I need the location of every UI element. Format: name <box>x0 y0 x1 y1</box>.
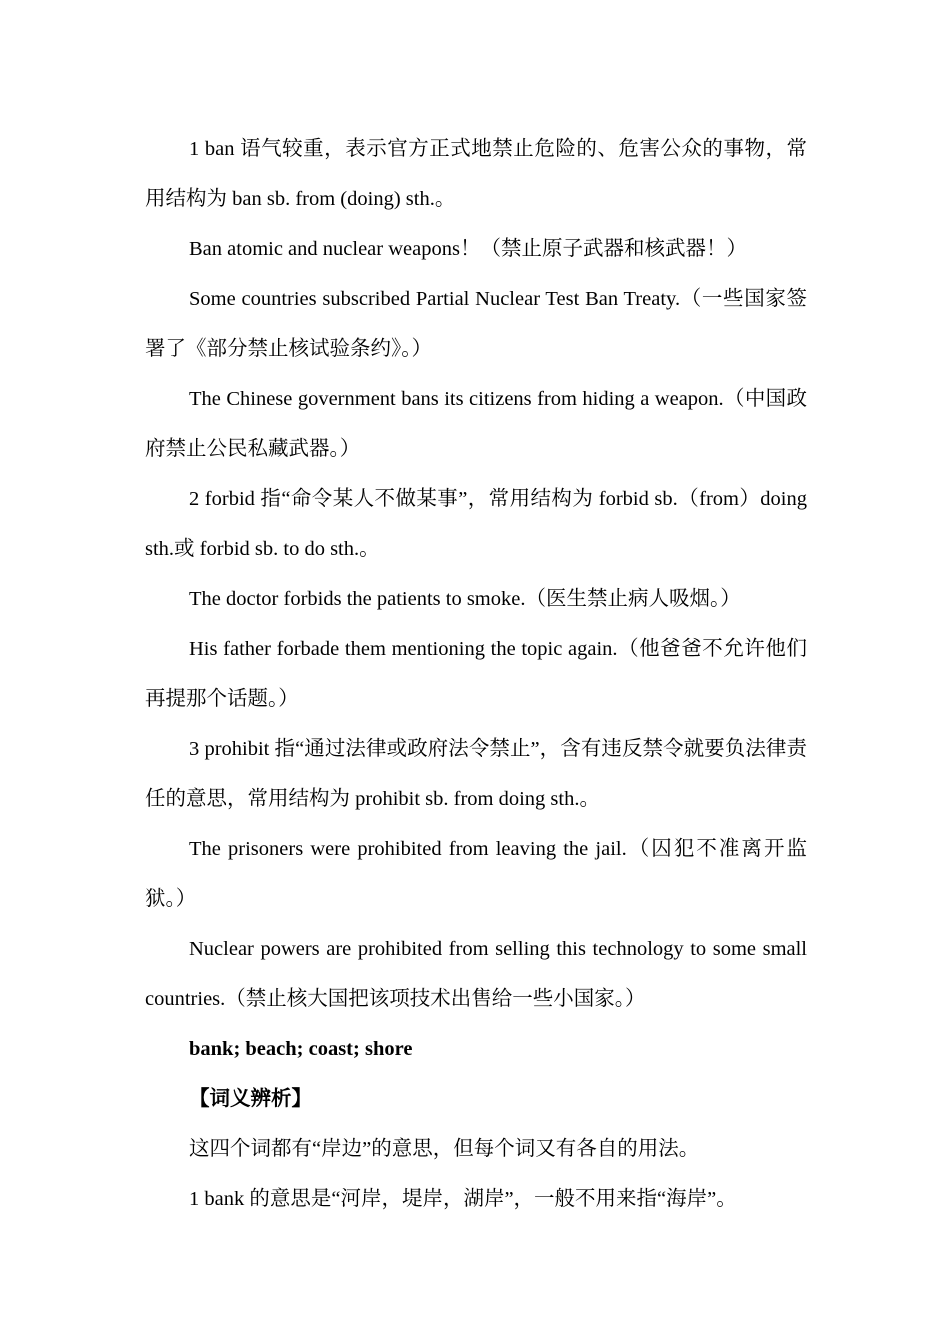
paragraph-ban-example-3: The Chinese government bans its citizens from hiding a weapon.（中国政府禁止公民私藏武器。） <box>145 388 807 460</box>
paragraph-prohibit-example-1: The prisoners were prohibited from leaving the jail.（囚犯不准离开监狱。） <box>145 838 807 910</box>
paragraph-forbid-definition: 2 forbid 指“命令某人不做某事”，常用结构为 forbid sb.（from）doing sth.或 forbid sb. to do sth.。 <box>145 488 807 560</box>
paragraph-forbid-example-2: His father forbade them mentioning the topic again.（他爸爸不允许他们再提那个话题。） <box>145 638 807 710</box>
paragraph-bank-definition: 1 bank 的意思是“河岸，堤岸，湖岸”，一般不用来指“海岸”。 <box>189 1188 737 1210</box>
heading-word-analysis: 【词义辨析】 <box>189 1088 312 1110</box>
paragraph-ban-definition: 1 ban 语气较重，表示官方正式地禁止危险的、危害公众的事物，常用结构为 ban sb. from (doing) sth.。 <box>145 138 807 210</box>
paragraph-ban-example-2: Some countries subscribed Partial Nuclear Test Ban Treaty.（一些国家签署了《部分禁止核试验条约》。） <box>145 288 807 360</box>
paragraph-forbid-example-1: The doctor forbids the patients to smoke.（医生禁止病人吸烟。） <box>189 588 741 610</box>
paragraph-ban-example-1: Ban atomic and nuclear weapons！（禁止原子武器和核武器！） <box>189 238 747 260</box>
paragraph-prohibit-example-2: Nuclear powers are prohibited from selling this technology to some small countries.（禁止核大国把该项技术出售给一些小国家。） <box>145 938 807 1010</box>
document-body <box>145 124 807 1224</box>
paragraph-prohibit-definition: 3 prohibit 指“通过法律或政府法令禁止”，含有违反禁令就要负法律责任的意思，常用结构为 prohibit sb. from doing sth.。 <box>145 738 807 810</box>
paragraph-shore-intro: 这四个词都有“岸边”的意思，但每个词又有各自的用法。 <box>189 1138 700 1160</box>
heading-word-group: bank; beach; coast; shore <box>189 1038 413 1060</box>
